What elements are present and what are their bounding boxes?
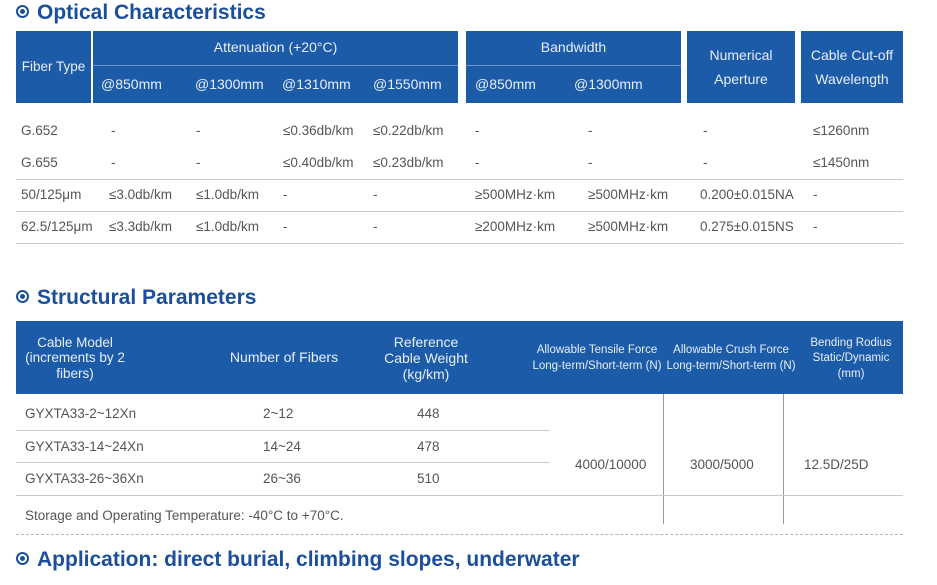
cell-model: GYXTA33-14~24Xn xyxy=(25,439,144,454)
cell: - xyxy=(813,219,818,234)
row-divider xyxy=(16,462,550,463)
cell: ≤1450nm xyxy=(813,155,870,170)
header-number-of-fibers: Number of Fibers xyxy=(229,348,339,365)
row-divider xyxy=(16,179,903,180)
cell-weight: 478 xyxy=(417,439,440,454)
cell-fibers: 14~24 xyxy=(263,439,301,454)
cell: - xyxy=(373,219,378,234)
row-divider xyxy=(16,211,903,212)
cell: ≤0.36db/km xyxy=(283,123,354,138)
cell-model: GYXTA33-26~36Xn xyxy=(25,471,144,486)
cell-fibers: 2~12 xyxy=(263,406,294,421)
header-tensile-force: Allowable Tensile Force Long-term/Short-term (N) xyxy=(532,344,662,372)
column-divider xyxy=(663,394,664,524)
header-block xyxy=(466,31,681,103)
row-divider xyxy=(16,430,550,431)
cell-fiber-type: 62.5/125μm xyxy=(21,219,93,234)
cell: 0.200±0.015NA xyxy=(700,187,794,202)
cell: ≥500MHz·km xyxy=(475,187,556,202)
cell: ≤0.22db/km xyxy=(373,123,444,138)
cell-fiber-type: G.655 xyxy=(21,155,58,170)
header-block xyxy=(16,321,903,394)
dashed-divider xyxy=(16,534,903,535)
cell-fiber-type: G.652 xyxy=(21,123,58,138)
cell: ≤3.0db/km xyxy=(109,187,172,202)
header-sub: @1550mm xyxy=(373,75,442,92)
cell-crush-value: 3000/5000 xyxy=(690,457,754,472)
cell: - xyxy=(196,123,201,138)
header-crush-force: Allowable Crush Force Long-term/Short-term (N) xyxy=(666,344,796,372)
cell: - xyxy=(703,123,708,138)
cell: ≤3.3db/km xyxy=(109,219,172,234)
optical-title-text: Optical Characteristics xyxy=(37,1,266,24)
header-numerical-aperture: Numerical Aperture xyxy=(709,46,773,87)
row-divider xyxy=(16,495,903,496)
structural-title-text: Structural Parameters xyxy=(37,286,257,309)
cell: - xyxy=(283,187,288,202)
cell: ≥500MHz·km xyxy=(588,187,669,202)
application-title-text: Application: direct burial, climbing slopes, underwater xyxy=(37,548,580,571)
application-section-title xyxy=(16,548,580,572)
cell: ≤0.40db/km xyxy=(283,155,354,170)
cell: ≥200MHz·km xyxy=(475,219,556,234)
header-block xyxy=(93,31,458,103)
cell: ≤0.23db/km xyxy=(373,155,444,170)
header-attenuation: Attenuation (+20°C) xyxy=(213,39,338,56)
header-sub: @1310mm xyxy=(282,75,351,92)
cell: - xyxy=(588,123,593,138)
cell-bending-value: 12.5D/25D xyxy=(804,457,869,472)
cell: ≤1.0db/km xyxy=(196,187,259,202)
cell: - xyxy=(813,187,818,202)
header-fiber-type: Fiber Type xyxy=(21,58,86,74)
header-sub: @1300mm xyxy=(574,75,643,92)
header-block xyxy=(687,31,795,103)
cell: - xyxy=(283,219,288,234)
optical-section-title xyxy=(16,1,266,25)
cell: - xyxy=(111,155,116,170)
header-sub: @850mm xyxy=(101,75,162,92)
cell: ≤1.0db/km xyxy=(196,219,259,234)
cell-weight: 510 xyxy=(417,471,440,486)
bullet-icon xyxy=(16,290,29,303)
cell-fiber-type: 50/125μm xyxy=(21,187,82,202)
header-bandwidth: Bandwidth xyxy=(540,39,607,56)
cell: - xyxy=(475,123,480,138)
cell: - xyxy=(111,123,116,138)
bullet-icon xyxy=(16,5,29,18)
temperature-note: Storage and Operating Temperature: -40°C to +70°C. xyxy=(25,508,344,523)
header-block xyxy=(16,31,91,103)
cell-model: GYXTA33-2~12Xn xyxy=(25,406,137,421)
cell-fibers: 26~36 xyxy=(263,471,301,486)
cell-weight: 448 xyxy=(417,406,440,421)
row-divider xyxy=(16,243,903,244)
cell: 0.275±0.015NS xyxy=(700,219,794,234)
cell: ≤1260nm xyxy=(813,123,870,138)
header-cable-model: Cable Model (increments by 2 fibers) xyxy=(25,334,125,381)
column-divider xyxy=(783,394,784,524)
bullet-icon xyxy=(16,552,29,565)
structural-section-title xyxy=(16,286,256,310)
cell: - xyxy=(196,155,201,170)
header-bending-radius: Bending Rodius Static/Dynamic (mm) xyxy=(810,336,892,380)
header-cutoff: Cable Cut-off Wavelength xyxy=(810,46,894,87)
header-cable-weight: Reference Cable Weight (kg/km) xyxy=(384,333,468,383)
cell-tensile-value: 4000/10000 xyxy=(575,457,647,472)
cell: - xyxy=(588,155,593,170)
header-sub: @850mm xyxy=(475,75,536,92)
cell: - xyxy=(373,187,378,202)
header-sub: @1300mm xyxy=(195,75,264,92)
header-block xyxy=(801,31,903,103)
cell: - xyxy=(475,155,480,170)
cell: ≥500MHz·km xyxy=(588,219,669,234)
cell: - xyxy=(703,155,708,170)
